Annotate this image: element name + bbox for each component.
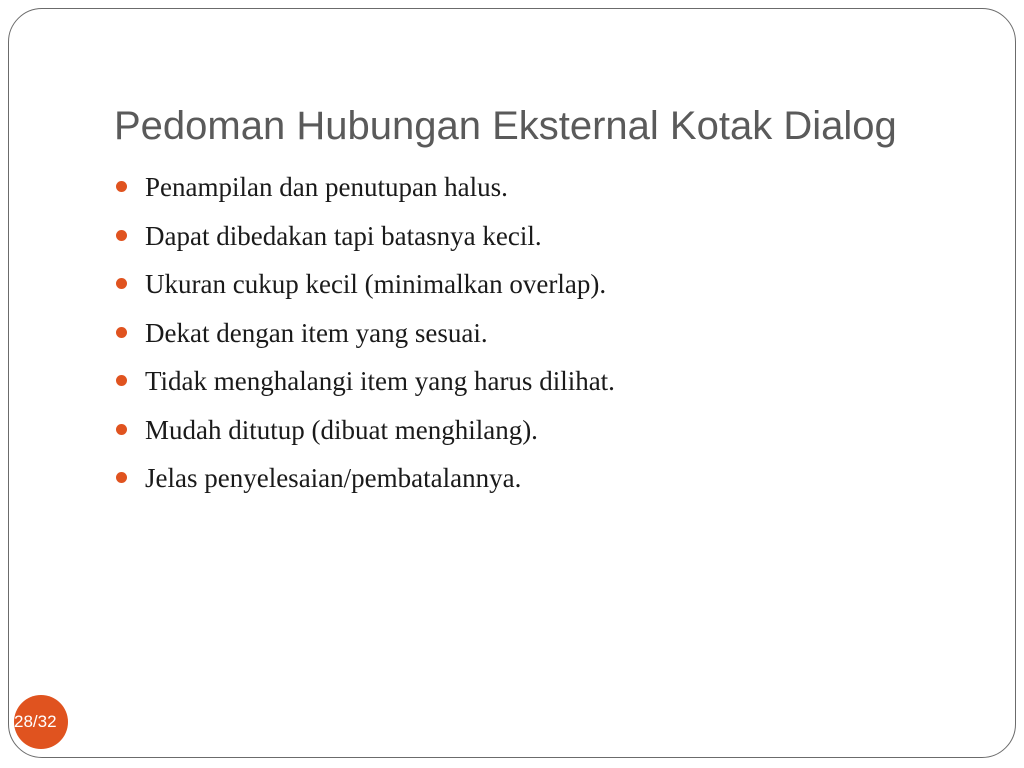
bullet-dot-icon (116, 230, 127, 241)
page-number: 28/32 (14, 712, 57, 731)
bullet-text: Tidak menghalangi item yang harus dilihat. (145, 366, 615, 396)
bullet-item (116, 212, 615, 261)
bullet-text: Jelas penyelesaian/pembatalannya. (145, 463, 522, 493)
bullet-item (116, 454, 615, 503)
bullet-dot-icon (116, 424, 127, 435)
bullet-list (116, 163, 615, 503)
bullet-text: Ukuran cukup kecil (minimalkan overlap). (145, 269, 607, 299)
bullet-item (116, 163, 615, 212)
bullet-dot-icon (116, 375, 127, 386)
bullet-item (116, 357, 615, 406)
slide-title: Pedoman Hubungan Eksternal Kotak Dialog (114, 104, 897, 148)
bullet-dot-icon (116, 278, 127, 289)
bullet-text: Penampilan dan penutupan halus. (145, 172, 508, 202)
bullet-item (116, 260, 615, 309)
bullet-text: Dapat dibedakan tapi batasnya kecil. (145, 220, 542, 251)
bullet-dot-icon (116, 181, 127, 192)
bullet-item (116, 406, 615, 455)
bullet-text: Dekat dengan item yang sesuai. (145, 317, 488, 348)
bullet-dot-icon (116, 327, 127, 338)
bullet-dot-icon (116, 472, 127, 483)
bullet-item (116, 309, 615, 358)
bullet-text: Mudah ditutup (dibuat menghilang). (145, 414, 538, 445)
